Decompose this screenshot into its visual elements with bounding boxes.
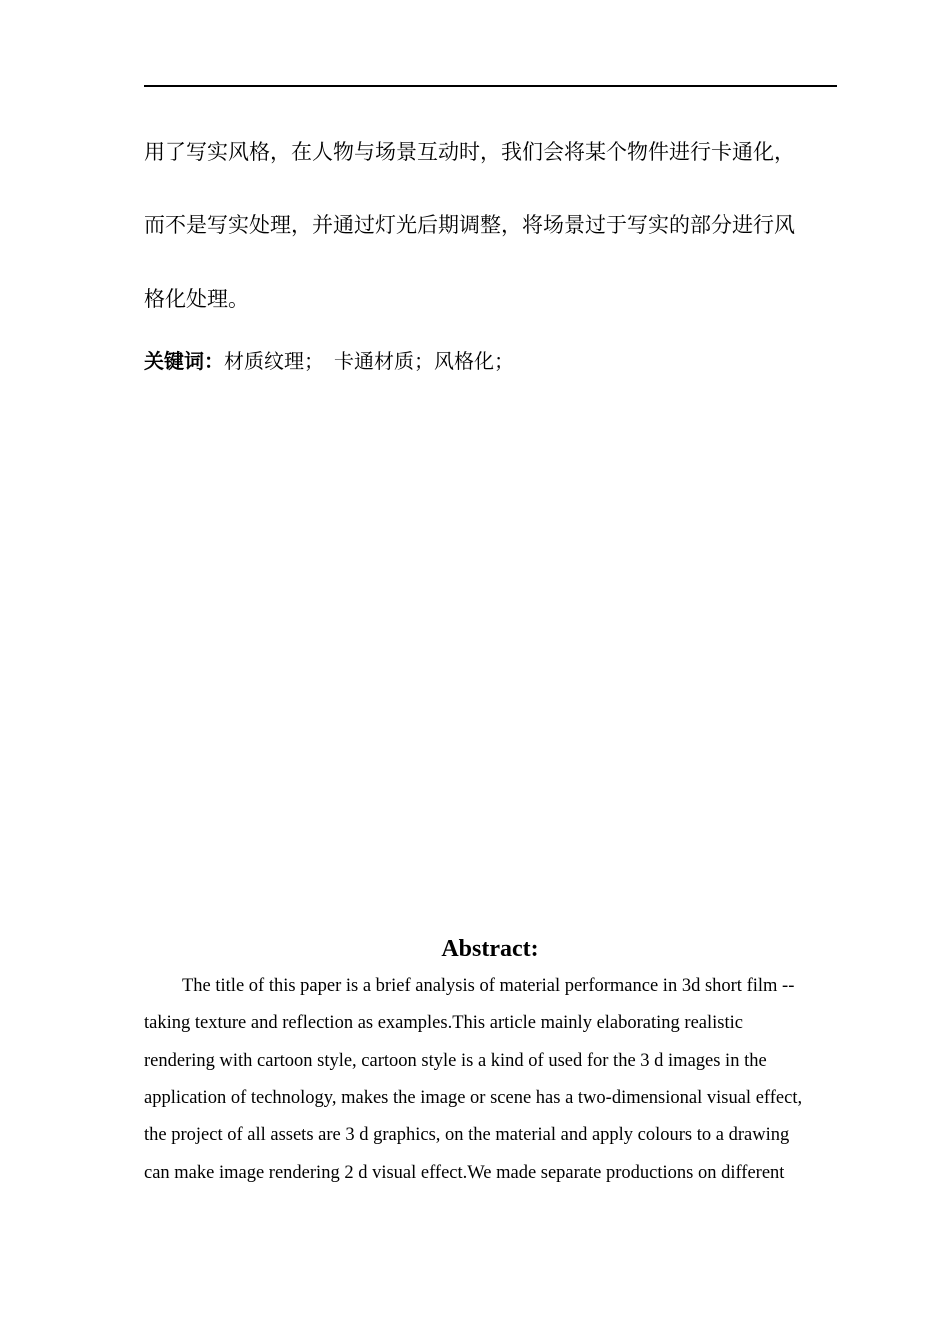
keywords-paragraph: [144, 347, 514, 375]
abstract-line-5: the project of all assets are 3 d graphics, on the material and apply colours to a drawing: [144, 1125, 790, 1145]
abstract-line-6: can make image rendering 2 d visual effect.We made separate productions on different: [144, 1163, 785, 1183]
abstract-line-1: The title of this paper is a brief analysis of material performance in 3d short film --: [182, 976, 795, 996]
abstract-line-2: taking texture and reflection as examples.This article mainly elaborating realistic: [144, 1013, 743, 1033]
header-rule: [144, 85, 837, 87]
keywords-text: 材质纹理； 卡通材质；风格化；: [224, 349, 514, 373]
chinese-abstract-line-1: 用了写实风格，在人物与场景互动时，我们会将某个物件进行卡通化，: [144, 140, 795, 164]
abstract-line-3: rendering with cartoon style, cartoon style is a kind of used for the 3 d images in the: [144, 1051, 767, 1071]
chinese-abstract-line-3: 格化处理。: [144, 287, 249, 311]
abstract-line-4: application of technology, makes the image or scene has a two-dimensional visual effect,: [144, 1088, 803, 1108]
abstract-title: Abstract:: [441, 936, 539, 962]
chinese-abstract-line-2: 而不是写实处理，并通过灯光后期调整，将场景过于写实的部分进行风: [144, 213, 795, 237]
keywords-label: 关键词：: [144, 349, 224, 373]
